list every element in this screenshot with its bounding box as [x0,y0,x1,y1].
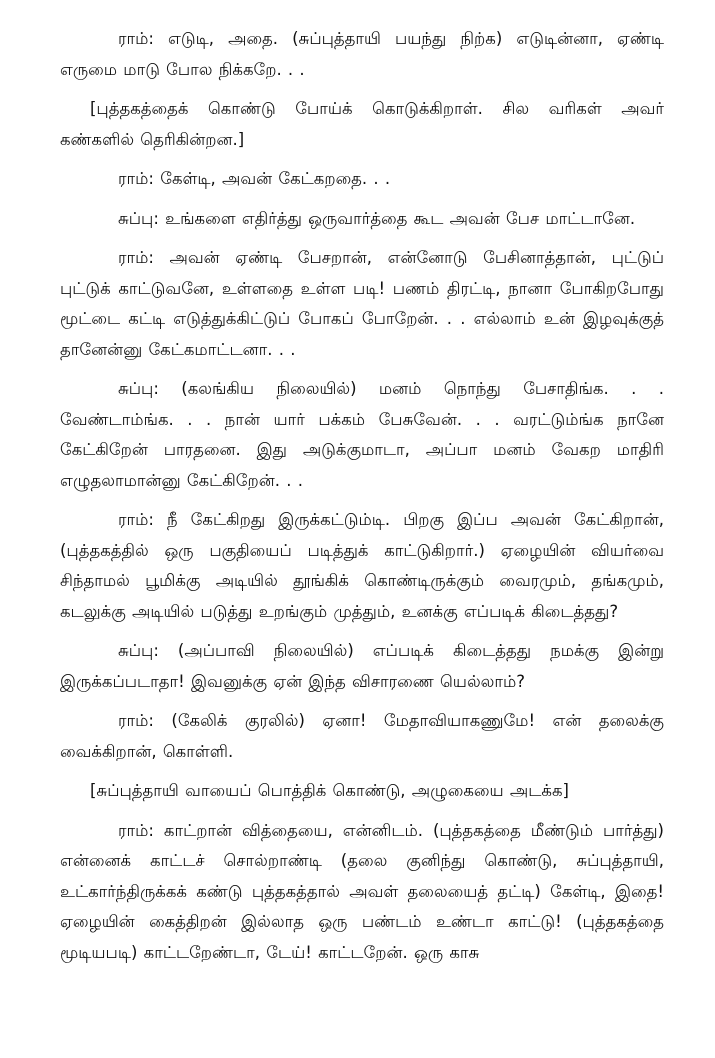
dialogue-subbu-2: சுப்பு: (கலங்கிய நிலையில்) மனம் நொந்து பேசாதிங்க. . . வேண்டாம்ங்க. . . நான் யார் பக்கம் பேசுவேன். . . வரட்டும்ங்க நானே கேட்கிறேன் பாரதனை. இது அடுக்குமாடா, அப்பா மனம் வேகற மாதிரி எழுதலாமான்னு கேட்கிறேன். . . [60,379,664,490]
dialogue-ram-3: ராம்: அவன் ஏண்டி பேசறான், என்னோடு பேசினாத்தான், புட்டுப் புட்டுக் காட்டுவனே, உள்ளதை உள்ள படி! பணம் திரட்டி, நானா போகிறபோது மூட்டை கட்டி எடுத்துக்கிட்டுப் போகப் போறேன். . . எல்லாம் உன் இழவுக்குத் தானேன்னு கேட்கமாட்டனா. . . [60,248,664,359]
dialogue-ram-1: ராம்: எடுடி, அதை. (சுப்புத்தாயி பயந்து நிற்க) எடுடின்னா, ஏண்டி எருமை மாடு போல நிக்கறே. . . [60,29,664,79]
dialogue-subbu-1: சுப்பு: உங்களை எதிர்த்து ஒருவார்த்தை கூட அவன் பேச மாட்டானே. [118,208,636,228]
dialogue-ram-4: ராம்: நீ கேட்கிறது இருக்கட்டும்டி. பிறகு இப்ப அவன் கேட்கிறான், (புத்தகத்தில் ஒரு பகுதியைப் படித்துக் காட்டுகிறார்.) ஏழையின் வியர்வை சிந்தாமல் பூமிக்கு அடியில் தூங்கிக் கொண்டிருக்கும் வைரமும், தங்கமும், கடலுக்கு அடியில் படுத்து உறங்கும் முத்தும், உனக்கு எப்படிக் கிடைத்தது? [60,510,664,621]
dialogue-ram-6: ராம்: காட்றான் வித்தையை, என்னிடம். (புத்தகத்தை மீண்டும் பார்த்து) என்னைக் காட்டச் சொல்றாண்டி (தலை குனிந்து கொண்டு, சுப்புத்தாயி, உட்கார்ந்திருக்கக் கண்டு புத்தகத்தால் அவள் தலையைத் தட்டி) கேள்டி, இதை! ஏழையின் கைத்திறன் இல்லாத ஒரு பண்டம் உண்டா காட்டு! (புத்தகத்தை மூடியபடி) காட்டறேண்டா, டேய்! காட்டறேன். ஒரு காசு [60,820,664,962]
document-page [60,24,664,977]
dialogue-subbu-3: சுப்பு: (அப்பாவி நிலையில்) எப்படிக் கிடைத்தது நமக்கு இன்று இருக்கப்படாதா! இவனுக்கு ஏன் இந்த விசாரணை யெல்லாம்? [60,641,664,691]
dialogue-ram-2: ராம்: கேள்டி, அவன் கேட்கறதை. . . [118,169,391,188]
stage-direction-2: [சுப்புத்தாயி வாயைப் பொத்திக் கொண்டு, அழுகையை அடக்க] [90,781,569,800]
dialogue-ram-5: ராம்: (கேலிக் குரலில்) ஏனா! மேதாவியாகணுமே! என் தலைக்கு வைக்கிறான், கொள்ளி. [60,711,664,761]
stage-direction-1: [புத்தகத்தைக் கொண்டு போய்க் கொடுக்கிறாள். சில வரிகள் அவர் கண்களில் தெரிகின்றன.] [60,99,664,149]
